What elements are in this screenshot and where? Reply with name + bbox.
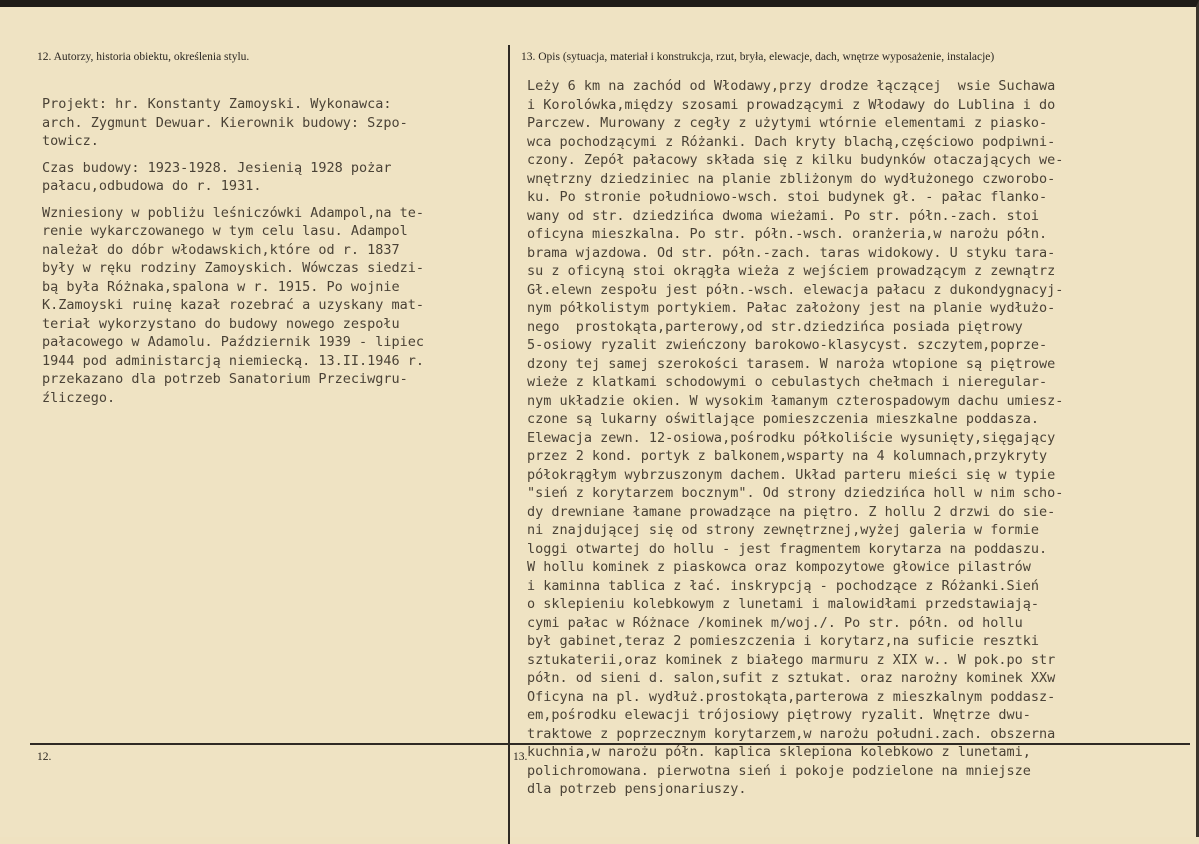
text-line: K.Zamoyski ruinę kazał rozebrać a uzyskany mat-	[42, 297, 425, 313]
section-13-footer: 13.	[513, 751, 528, 763]
text-line: o sklepieniu kolebkowym z lunetami i malowidłami przedstawiają-	[527, 596, 1040, 612]
text-line: towicz.	[42, 133, 99, 149]
text-line: czone są lukarny oświtlające pomieszczenia mieszkalne poddasza.	[527, 411, 1040, 427]
text-line: i Korolówka,między szosami prowadzącymi z Włodawy do Lublina i do	[527, 96, 1056, 113]
text-line: był gabinet,teraz 2 pomieszczenia i korytarz,na suficie resztki	[527, 633, 1040, 649]
text-line: Wzniesiony w pobliżu leśniczówki Adampol,na te-	[42, 204, 425, 221]
text-line: nym układzie okien. W wysokim łamanym czterospadowym dachu umiesz-	[527, 392, 1064, 409]
history-paragraph	[42, 159, 424, 196]
text-line: nego prostokąta,parterowy,od str.dziedzińca posiada piętrowy	[527, 318, 1023, 335]
text-line: 1944 pod administarcją niemiecką. 13.II.1946 r.	[42, 352, 425, 369]
text-line: teriał wykorzystano do budowy nowego zespołu	[42, 315, 400, 332]
text-line: półn. od sieni d. salon,sufit z sztukat. oraz narożny kominek XXw	[527, 670, 1056, 686]
text-line: bą była Różnaka,spalona w r. 1915. Po wojnie	[42, 278, 400, 295]
section-12-footer: 12.	[37, 751, 52, 763]
text-line: cymi pałac w Różnace /kominek m/woj./. Po str. półn. od hollu	[527, 614, 1023, 631]
section-13-text	[527, 77, 1063, 799]
history-paragraph	[42, 95, 424, 151]
text-line: Projekt: hr. Konstanty Zamoyski. Wykonawca:	[42, 96, 392, 112]
text-line: renie wykarczowanego w tym celu lasu. Adampol	[42, 223, 408, 239]
history-paragraph	[42, 204, 424, 408]
text-line: dzony tej samej szerokości tarasem. W naroża wtopione są piętrowe	[527, 355, 1056, 372]
text-line: traktowe z poprzecznym korytarzem,w narożu południ.zach. obszerna	[527, 725, 1056, 742]
text-line: "sień z korytarzem bocznym". Od strony dziedzińca holl w nim scho-	[527, 485, 1064, 501]
section-13-header: 13. Opis (sytuacja, materiał i konstrukcja, rzut, bryła, elewacje, dach, wnętrze wyposażenie, instalacje)	[521, 51, 995, 63]
text-line: oficyna mieszkalna. Po str. półn.-wsch. oranżeria,w narożu półn.	[527, 226, 1048, 242]
text-line: Leży 6 km na zachód od Włodawy,przy drodze łączącej wsie Suchawa	[527, 78, 1056, 94]
text-line: należał do dóbr włodawskich,które od r. 1837	[42, 241, 400, 258]
column-divider	[508, 45, 510, 844]
text-line: przez 2 kond. portyk z balkonem,wsparty na 4 kolumnach,przykryty	[527, 448, 1048, 464]
text-line: Gł.elewn zespołu jest półn.-wsch. elewacja pałacu z dukondygnacyj-	[527, 281, 1064, 298]
text-line: ni znajdującej się od strony zewnętrznej,wyżej galeria w formie	[527, 522, 1040, 538]
text-line: nym półkolistym portykiem. Pałac założony jest na planie wydłużo-	[527, 300, 1056, 316]
text-line: Czas budowy: 1923-1928. Jesienią 1928 pożar	[42, 159, 392, 176]
text-line: dy drewniane łamane prowadzące na piętro. Z hollu 2 drzwi do sie-	[527, 503, 1056, 520]
text-line: wany od str. dziedzińca dwoma wieżami. Po str. półn.-zach. stoi	[527, 207, 1040, 224]
text-line: W hollu kominek z piaskowca oraz kompozytowe głowice pilastrów	[527, 559, 1031, 575]
text-line: brama wjazdowa. Od str. półn.-zach. taras widokowy. U styku tara-	[527, 244, 1056, 261]
text-line: źliczego.	[42, 389, 116, 406]
text-line: polichromowana. pierwotna sień i pokoje podzielone na mniejsze	[527, 762, 1031, 779]
text-line: su z oficyną stoi okrągła wieża z wejściem prowadzącym z zewnątrz	[527, 263, 1056, 279]
text-line: loggi otwartej do hollu - jest fragmentem korytarza na poddaszu.	[527, 540, 1048, 557]
text-line: arch. Zygmunt Dewuar. Kierownik budowy: Szpo-	[42, 114, 408, 131]
text-line: przekazano dla potrzeb Sanatorium Przeciwgru-	[42, 371, 408, 387]
text-line: pałacowego w Adamolu. Październik 1939 - lipiec	[42, 334, 425, 350]
text-line: sztukaterii,oraz kominek z białego marmuru z XIX w.. W pok.po str	[527, 651, 1056, 668]
text-line: były w ręku rodziny Zamoyskich. Wówczas siedzi-	[42, 260, 425, 276]
text-line: ku. Po stronie południowo-wsch. stoi budynek gł. - pałac flanko-	[527, 189, 1048, 205]
text-line: pałacu,odbudowa do r. 1931.	[42, 178, 262, 194]
text-line: Oficyna na pl. wydłuż.prostokąta,parterowa z mieszkalnym poddasz-	[527, 688, 1056, 705]
section-12-text	[42, 95, 424, 415]
text-line: Parczew. Murowany z cegły z użytymi wtórnie elementami z piasko-	[527, 115, 1048, 131]
text-line: i kaminna tablica z łać. inskrypcją - pochodzące z Różanki.Sień	[527, 577, 1040, 594]
text-line: 5-osiowy ryzalit zwieńczony barokowo-klasycyst. szczytem,poprze-	[527, 337, 1048, 353]
text-line: em,pośrodku elewacji trójosiowy piętrowy ryzalit. Wnętrze dwu-	[527, 707, 1031, 723]
text-line: półokrągłym wybrzuszonym dachem. Układ parteru mieści się w typie	[527, 466, 1056, 483]
text-line: czony. Zepół pałacowy składa się z kilku budynków otaczających we-	[527, 152, 1064, 168]
text-line: Elewacja zewn. 12-osiowa,pośrodku półkoliście wysunięty,sięgający	[527, 429, 1056, 446]
text-line: wnętrzny dziedziniec na planie zbliżonym do wydłużonego czworobo-	[527, 170, 1056, 187]
text-line: dla potrzeb pensjonariuszy.	[527, 781, 747, 797]
section-12-header: 12. Autorzy, historia obiektu, określenia stylu.	[37, 51, 250, 63]
text-line: wieże z klatkami schodowymi o cebulastych chełmach i nieregular-	[527, 374, 1048, 390]
text-line: kuchnia,w narożu półn. kaplica sklepiona kolebkowo z lunetami,	[527, 744, 1031, 760]
text-line: wca pochodzącymi z Różanki. Dach kryty blachą,częściowo podpiwni-	[527, 133, 1056, 150]
